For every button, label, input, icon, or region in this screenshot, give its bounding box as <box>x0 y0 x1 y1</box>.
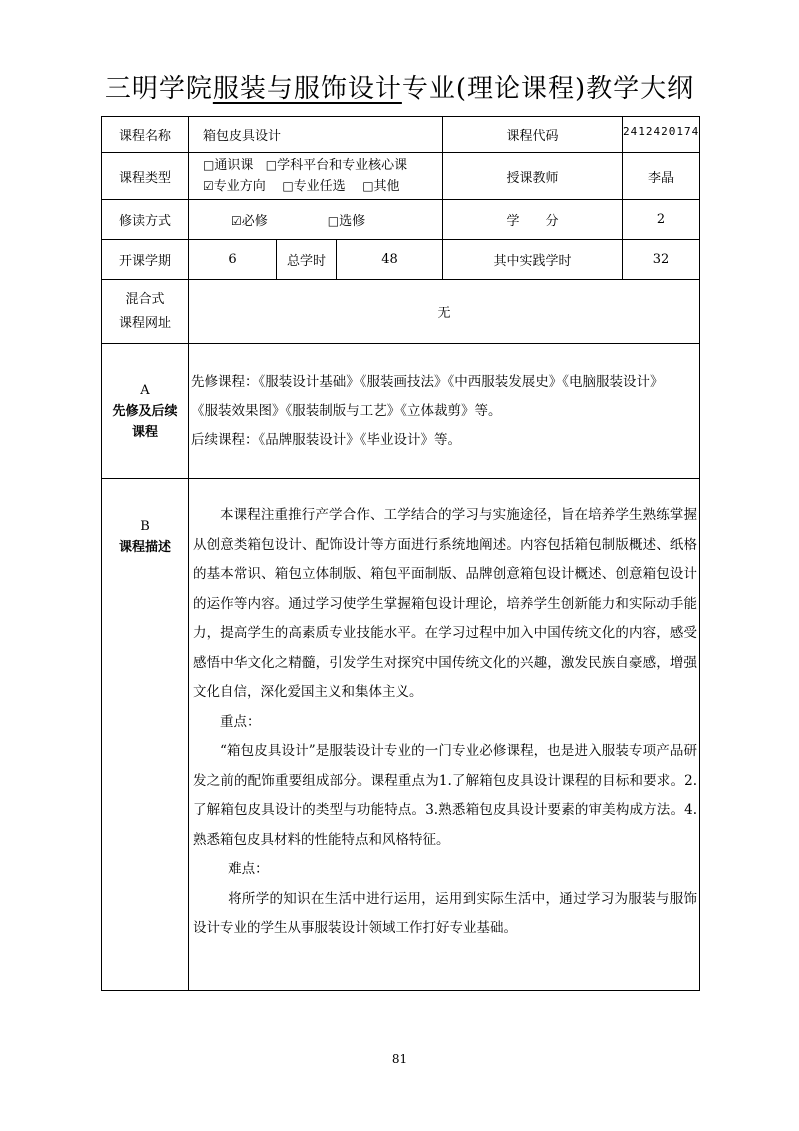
checkbox-core-icon[interactable]: □ <box>265 158 278 172</box>
description-paragraph: 本课程注重推行产学合作、工学结合的学习与实施途径，旨在培养学生熟练掌握从创意类箱包设计、配饰设计等方面进行系统地阐述。内容包括箱包制版概述、纸格的基本常识、箱包立体制版、箱包平面制版、品牌创意箱包设计概述、创意箱包设计的运作等内容。通过学习使学生掌握箱包设计理论，培养学生创新能力和实际动手能力，提高学生的高素质专业技能水平。在学习过程中加入中国传统文化的内容，感受感悟中华文化之精髓，引发学生对探究中国传统文化的兴趣，激发民族自豪感，增强文化自信，深化爱国主义和集体主义。 <box>193 507 698 700</box>
course-name-value: 箱包皮具设计 <box>189 117 443 153</box>
key-points-paragraph: “箱包皮具设计”是服装设计专业的一门专业必修课程，也是进入服装专项产品研发之前的配饰重要组成部分。课程重点为1.了解箱包皮具设计课程的目标和要求。2.了解箱包皮具设计的类型与功能特点。3.熟悉箱包皮具设计要素的审美构成方法。4.熟悉箱包皮具材料的性能特点和风格特征。 <box>193 743 698 848</box>
checkbox-direction-icon[interactable]: ☑ <box>203 179 214 193</box>
row-section-a <box>102 344 700 479</box>
study-mode-label: 修读方式 <box>102 200 189 240</box>
section-b-label <box>102 479 189 991</box>
credit-value: 2 <box>623 200 700 240</box>
syllabus-table <box>101 116 700 991</box>
credit-label: 学 分 <box>443 200 623 240</box>
blended-url-value: 无 <box>189 280 700 344</box>
option-direction: 专业方向 <box>213 179 266 194</box>
option-general: 通识课 <box>214 158 254 173</box>
checkbox-other-icon[interactable]: □ <box>362 179 374 193</box>
title-major: 服装与服饰设计 <box>212 74 402 104</box>
row-course-type <box>102 153 700 200</box>
option-elective: 专业任选 <box>293 179 346 194</box>
practice-hours-label: 其中实践学时 <box>443 240 623 280</box>
section-b-letter: B <box>140 519 150 534</box>
total-hours-label: 总学时 <box>277 240 337 280</box>
teacher-label: 授课教师 <box>443 153 623 200</box>
option-core: 学科平台和专业核心课 <box>277 158 408 173</box>
checkbox-elective-icon[interactable]: □ <box>282 179 294 193</box>
blended-label-line1: 混合式 <box>125 291 165 307</box>
checkbox-optional-icon[interactable]: □ <box>327 214 340 228</box>
option-optional: 选修 <box>339 214 366 229</box>
section-b-title: 课程描述 <box>118 540 171 555</box>
course-code-label: 课程代码 <box>443 117 623 153</box>
section-a-label <box>102 344 189 479</box>
section-a-title-line2: 课程 <box>131 424 158 440</box>
blended-url-label <box>102 280 189 344</box>
page-number: 81 <box>391 1052 408 1066</box>
course-type-options <box>189 153 443 200</box>
checkbox-required-icon[interactable]: ☑ <box>231 214 242 228</box>
followup-courses: 后续课程：《品牌服装设计》《毕业设计》等。 <box>191 431 461 448</box>
title-suffix: 专业(理论课程)教学大纲 <box>401 74 695 104</box>
row-semester <box>102 240 700 280</box>
course-type-label: 课程类型 <box>102 153 189 200</box>
key-points-heading: 重点： <box>220 713 261 730</box>
study-mode-options <box>189 200 443 240</box>
blended-label-line2: 课程网址 <box>118 315 171 331</box>
practice-hours-value: 32 <box>623 240 700 280</box>
page-title <box>0 72 799 106</box>
prereq-line2: 《服装效果图》《服装制版与工艺》《立体裁剪》等。 <box>191 402 502 419</box>
row-blended-url <box>102 280 700 344</box>
row-study-mode <box>102 200 700 240</box>
row-course-name <box>102 117 700 153</box>
option-required: 必修 <box>241 214 268 229</box>
section-a-title-line1: 先修及后续 <box>112 403 178 419</box>
section-a-letter: A <box>140 382 150 398</box>
course-name-label: 课程名称 <box>102 117 189 153</box>
section-a-content <box>189 344 700 479</box>
checkbox-general-icon[interactable]: □ <box>203 158 215 172</box>
course-code-value: 2412420174 <box>623 117 700 153</box>
title-school: 三明学院 <box>104 74 213 104</box>
prereq-line1: 先修课程：《服装设计基础》《服装画技法》《中西服装发展史》《电脑服装设计》 <box>191 373 664 390</box>
section-b-content <box>189 479 700 991</box>
difficulties-paragraph: 将所学的知识在生活中进行运用，运用到实际生活中，通过学习为服装与服饰设计专业的学生从事服装设计领域工作打好专业基础。 <box>193 890 698 936</box>
option-other: 其他 <box>373 179 400 194</box>
difficulties-heading: 难点： <box>228 861 269 877</box>
teacher-value: 李晶 <box>623 153 700 200</box>
semester-value: 6 <box>189 240 277 280</box>
row-section-b <box>102 479 700 991</box>
semester-label: 开课学期 <box>102 240 189 280</box>
total-hours-value: 48 <box>337 240 443 280</box>
